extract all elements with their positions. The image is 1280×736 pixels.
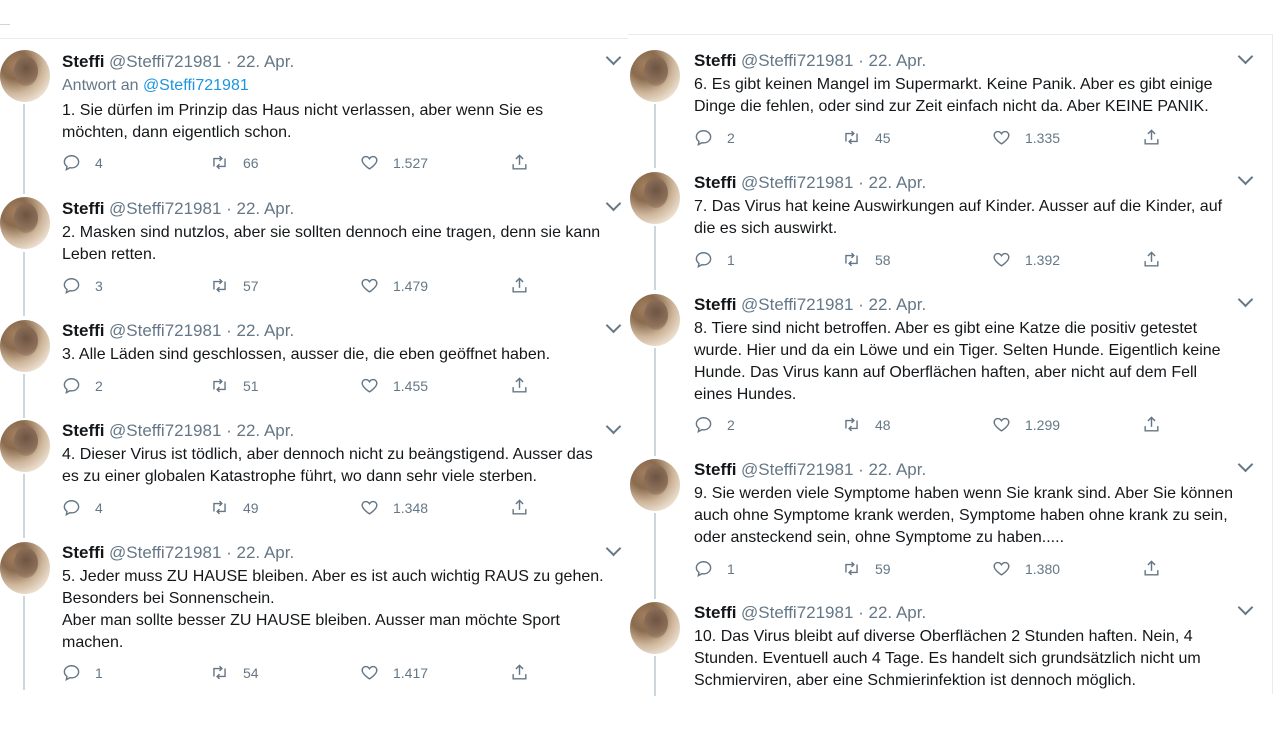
retweet-icon (842, 250, 861, 269)
like-button[interactable] (992, 250, 1060, 269)
retweet-count: 54 (243, 664, 259, 681)
share-button[interactable] (510, 153, 543, 172)
reply-button[interactable] (694, 250, 735, 269)
thread-line (654, 513, 656, 599)
tweet-actions (62, 376, 582, 400)
retweet-count: 57 (243, 277, 259, 294)
avatar[interactable] (0, 420, 50, 472)
tweet-text: 9. Sie werden viele Symptome haben wenn Sie krank sind. Aber Sie können auch ohne Symptome krank werden, Symptome haben ohne krank zu sein, oder ansteckend sein, ohne Symptome zu haben..... (694, 485, 1233, 546)
like-button[interactable] (992, 128, 1060, 147)
share-button[interactable] (1142, 250, 1175, 269)
tweet-text: 5. Jeder muss ZU HAUSE bleiben. Aber es ist auch wichtig RAUS zu gehen. Besonders bei Sonnenschein. Aber man sollte besser ZU HAUSE bleiben. Ausser man möchte Sport machen. (62, 568, 604, 651)
retweet-button[interactable] (210, 498, 259, 517)
tweet-actions (62, 498, 582, 522)
reply-count: 2 (95, 377, 103, 394)
left-timeline (0, 0, 628, 736)
heart-icon (360, 153, 379, 172)
retweet-button[interactable] (210, 276, 259, 295)
heart-icon (992, 128, 1011, 147)
share-button[interactable] (510, 498, 543, 517)
reply-button[interactable] (62, 276, 103, 295)
retweet-count: 66 (243, 154, 259, 171)
share-icon (1142, 128, 1161, 147)
like-count: 1.392 (1025, 251, 1061, 268)
tweet-text: 1. Sie dürfen im Prinzip das Haus nicht verlassen, aber wenn Sie es möchten, dann eigentlich schon. (62, 102, 544, 141)
share-icon (1142, 559, 1161, 578)
like-button[interactable] (360, 376, 428, 395)
reply-icon (62, 498, 81, 517)
author-handle-date[interactable]: @Steffi721981 · 22. Apr. (741, 173, 927, 192)
author-name[interactable]: Steffi (694, 173, 737, 192)
chevron-down-icon[interactable] (606, 196, 622, 212)
like-count: 1.455 (393, 377, 429, 394)
heart-icon (992, 559, 1011, 578)
retweet-button[interactable] (210, 153, 259, 172)
chevron-down-icon[interactable] (606, 318, 622, 334)
author-name[interactable]: Steffi (62, 421, 105, 440)
retweet-count: 58 (875, 251, 891, 268)
author-name[interactable]: Steffi (62, 321, 105, 340)
chevron-down-icon[interactable] (606, 541, 622, 557)
divider (628, 34, 1272, 35)
reply-count: 2 (727, 416, 735, 433)
reply-button[interactable] (62, 153, 103, 172)
retweet-icon (210, 663, 229, 682)
avatar[interactable] (630, 294, 680, 346)
heart-icon (360, 376, 379, 395)
reply-prefix: Antwort an (62, 77, 143, 94)
avatar[interactable] (0, 542, 50, 594)
thread-line (23, 374, 25, 418)
thread-line (23, 596, 25, 690)
like-button[interactable] (360, 663, 428, 682)
retweet-button[interactable] (842, 250, 891, 269)
thread-line (654, 104, 656, 168)
reply-button[interactable] (62, 498, 103, 517)
thread-line (654, 348, 656, 456)
chevron-down-icon[interactable] (1238, 600, 1254, 616)
tweet-text: 8. Tiere sind nicht betroffen. Aber es gibt eine Katze die positiv getestet wurde. Hier und da ein Löwe und ein Tiger. Selten Hunde. Eigentlich keine Hunde. Das Virus kann auf Oberflächen haften, aber nicht auf dem Fell eines Hundes. (694, 320, 1221, 403)
author-name[interactable]: Steffi (694, 51, 737, 70)
retweet-icon (210, 153, 229, 172)
reply-icon (694, 250, 713, 269)
tweet-actions (62, 663, 582, 687)
tweet-actions (694, 250, 1234, 274)
retweet-icon (210, 276, 229, 295)
thread-line (654, 226, 656, 290)
author-handle-date[interactable]: @Steffi721981 · 22. Apr. (109, 199, 295, 218)
share-button[interactable] (510, 276, 543, 295)
like-button[interactable] (360, 498, 428, 517)
share-button[interactable] (1142, 128, 1175, 147)
reply-icon (62, 153, 81, 172)
chevron-down-icon[interactable] (1238, 292, 1254, 308)
thread-line (23, 252, 25, 316)
reply-icon (62, 663, 81, 682)
retweet-count: 51 (243, 377, 259, 394)
avatar[interactable] (0, 197, 50, 249)
avatar[interactable] (630, 50, 680, 102)
author-name[interactable]: Steffi (694, 295, 737, 314)
thread-line (23, 104, 25, 194)
reply-icon (694, 415, 713, 434)
reply-count: 4 (95, 499, 103, 516)
author-handle-date[interactable]: @Steffi721981 · 22. Apr. (109, 321, 295, 340)
tweet-text: 3. Alle Läden sind geschlossen, ausser die, die eben geöffnet haben. (62, 346, 551, 363)
author-name[interactable]: Steffi (62, 52, 105, 71)
reply-icon (62, 276, 81, 295)
share-icon (1142, 250, 1161, 269)
heart-icon (360, 276, 379, 295)
avatar[interactable] (0, 50, 50, 102)
like-count: 1.527 (393, 154, 429, 171)
heart-icon (360, 663, 379, 682)
author-handle-date[interactable]: @Steffi721981 · 22. Apr. (109, 52, 295, 71)
chevron-down-icon[interactable] (606, 419, 622, 435)
tweet-text: 10. Das Virus bleibt auf diverse Oberflächen 2 Stunden haften. Nein, 4 Stunden. Eventuell auch 4 Tage. Es handelt sich grundsätzlich nicht um Schmierviren, aber eine Schmierinfektion ist dennoch möglich. (694, 628, 1201, 689)
right-timeline (628, 0, 1280, 736)
share-icon (510, 498, 529, 517)
reply-button[interactable] (694, 128, 735, 147)
reply-count: 1 (727, 560, 735, 577)
like-button[interactable] (360, 153, 428, 172)
tweet-text: 4. Dieser Virus ist tödlich, aber dennoch nicht zu beängstigend. Ausser das es zu einer globalen Katastrophe führt, wo dann sehr viele sterben. (62, 446, 593, 485)
retweet-icon (210, 376, 229, 395)
retweet-button[interactable] (842, 128, 891, 147)
like-count: 1.348 (393, 499, 429, 516)
retweet-count: 59 (875, 560, 891, 577)
retweet-icon (842, 415, 861, 434)
reply-count: 3 (95, 277, 103, 294)
author-handle-date[interactable]: @Steffi721981 · 22. Apr. (109, 543, 295, 562)
retweet-button[interactable] (210, 376, 259, 395)
thread-line (23, 474, 25, 538)
divider (0, 24, 10, 25)
thread-line (654, 656, 656, 696)
like-count: 1.417 (393, 664, 429, 681)
share-icon (510, 663, 529, 682)
reply-button[interactable] (62, 376, 103, 395)
reply-count: 4 (95, 154, 103, 171)
share-icon (510, 153, 529, 172)
reply-count: 1 (95, 664, 103, 681)
retweet-button[interactable] (842, 559, 891, 578)
author-handle-date[interactable]: @Steffi721981 · 22. Apr. (741, 603, 927, 622)
avatar[interactable] (630, 459, 680, 511)
author-handle-date[interactable]: @Steffi721981 · 22. Apr. (741, 460, 927, 479)
divider (0, 38, 628, 39)
reply-handle-link[interactable]: @Steffi721981 (142, 77, 249, 94)
retweet-button[interactable] (842, 415, 891, 434)
tweet-text: 2. Masken sind nutzlos, aber sie sollten dennoch eine tragen, denn sie kann Leben retten. (62, 224, 601, 263)
tweet-text: 7. Das Virus hat keine Auswirkungen auf Kinder. Ausser auf die Kinder, auf die es sich auswirkt. (694, 198, 1223, 237)
chevron-down-icon[interactable] (1238, 457, 1254, 473)
chevron-down-icon[interactable] (1238, 49, 1254, 65)
retweet-icon (842, 559, 861, 578)
reply-button[interactable] (694, 559, 735, 578)
share-icon (1142, 415, 1161, 434)
like-button[interactable] (992, 559, 1060, 578)
tweet-actions (62, 153, 582, 177)
share-button[interactable] (1142, 415, 1175, 434)
divider (1272, 34, 1273, 694)
author-name[interactable]: Steffi (62, 199, 105, 218)
tweet-text: 6. Es gibt keinen Mangel im Supermarkt. Keine Panik. Aber es gibt einige Dinge die fehlen, oder sind zur Zeit einfach nicht da. Aber KEINE PANIK. (694, 76, 1213, 115)
like-count: 1.479 (393, 277, 429, 294)
author-name[interactable]: Steffi (694, 460, 737, 479)
tweet-actions (62, 276, 582, 300)
like-button[interactable] (360, 276, 428, 295)
retweet-count: 45 (875, 129, 891, 146)
share-button[interactable] (1142, 559, 1175, 578)
heart-icon (992, 250, 1011, 269)
tweet-actions (694, 128, 1234, 152)
author-handle-date[interactable]: @Steffi721981 · 22. Apr. (741, 295, 927, 314)
like-button[interactable] (992, 415, 1060, 434)
reply-context (62, 77, 249, 95)
share-icon (510, 376, 529, 395)
avatar[interactable] (0, 320, 50, 372)
tweet-actions (694, 415, 1234, 439)
heart-icon (992, 415, 1011, 434)
reply-icon (62, 376, 81, 395)
reply-button[interactable] (694, 415, 735, 434)
reply-icon (694, 128, 713, 147)
avatar[interactable] (630, 602, 680, 654)
tweet-actions (694, 559, 1234, 583)
like-count: 1.335 (1025, 129, 1061, 146)
retweet-count: 49 (243, 499, 259, 516)
reply-count: 1 (727, 251, 735, 268)
retweet-count: 48 (875, 416, 891, 433)
reply-icon (694, 559, 713, 578)
reply-count: 2 (727, 129, 735, 146)
like-count: 1.299 (1025, 416, 1061, 433)
like-count: 1.380 (1025, 560, 1061, 577)
retweet-button[interactable] (210, 663, 259, 682)
share-button[interactable] (510, 663, 543, 682)
avatar[interactable] (630, 172, 680, 224)
author-handle-date[interactable]: @Steffi721981 · 22. Apr. (741, 51, 927, 70)
retweet-icon (842, 128, 861, 147)
heart-icon (360, 498, 379, 517)
chevron-down-icon[interactable] (1238, 170, 1254, 186)
reply-button[interactable] (62, 663, 103, 682)
chevron-down-icon[interactable] (606, 50, 622, 66)
share-button[interactable] (510, 376, 543, 395)
retweet-icon (210, 498, 229, 517)
author-handle-date[interactable]: @Steffi721981 · 22. Apr. (109, 421, 295, 440)
share-icon (510, 276, 529, 295)
author-name[interactable]: Steffi (694, 603, 737, 622)
author-name[interactable]: Steffi (62, 543, 105, 562)
